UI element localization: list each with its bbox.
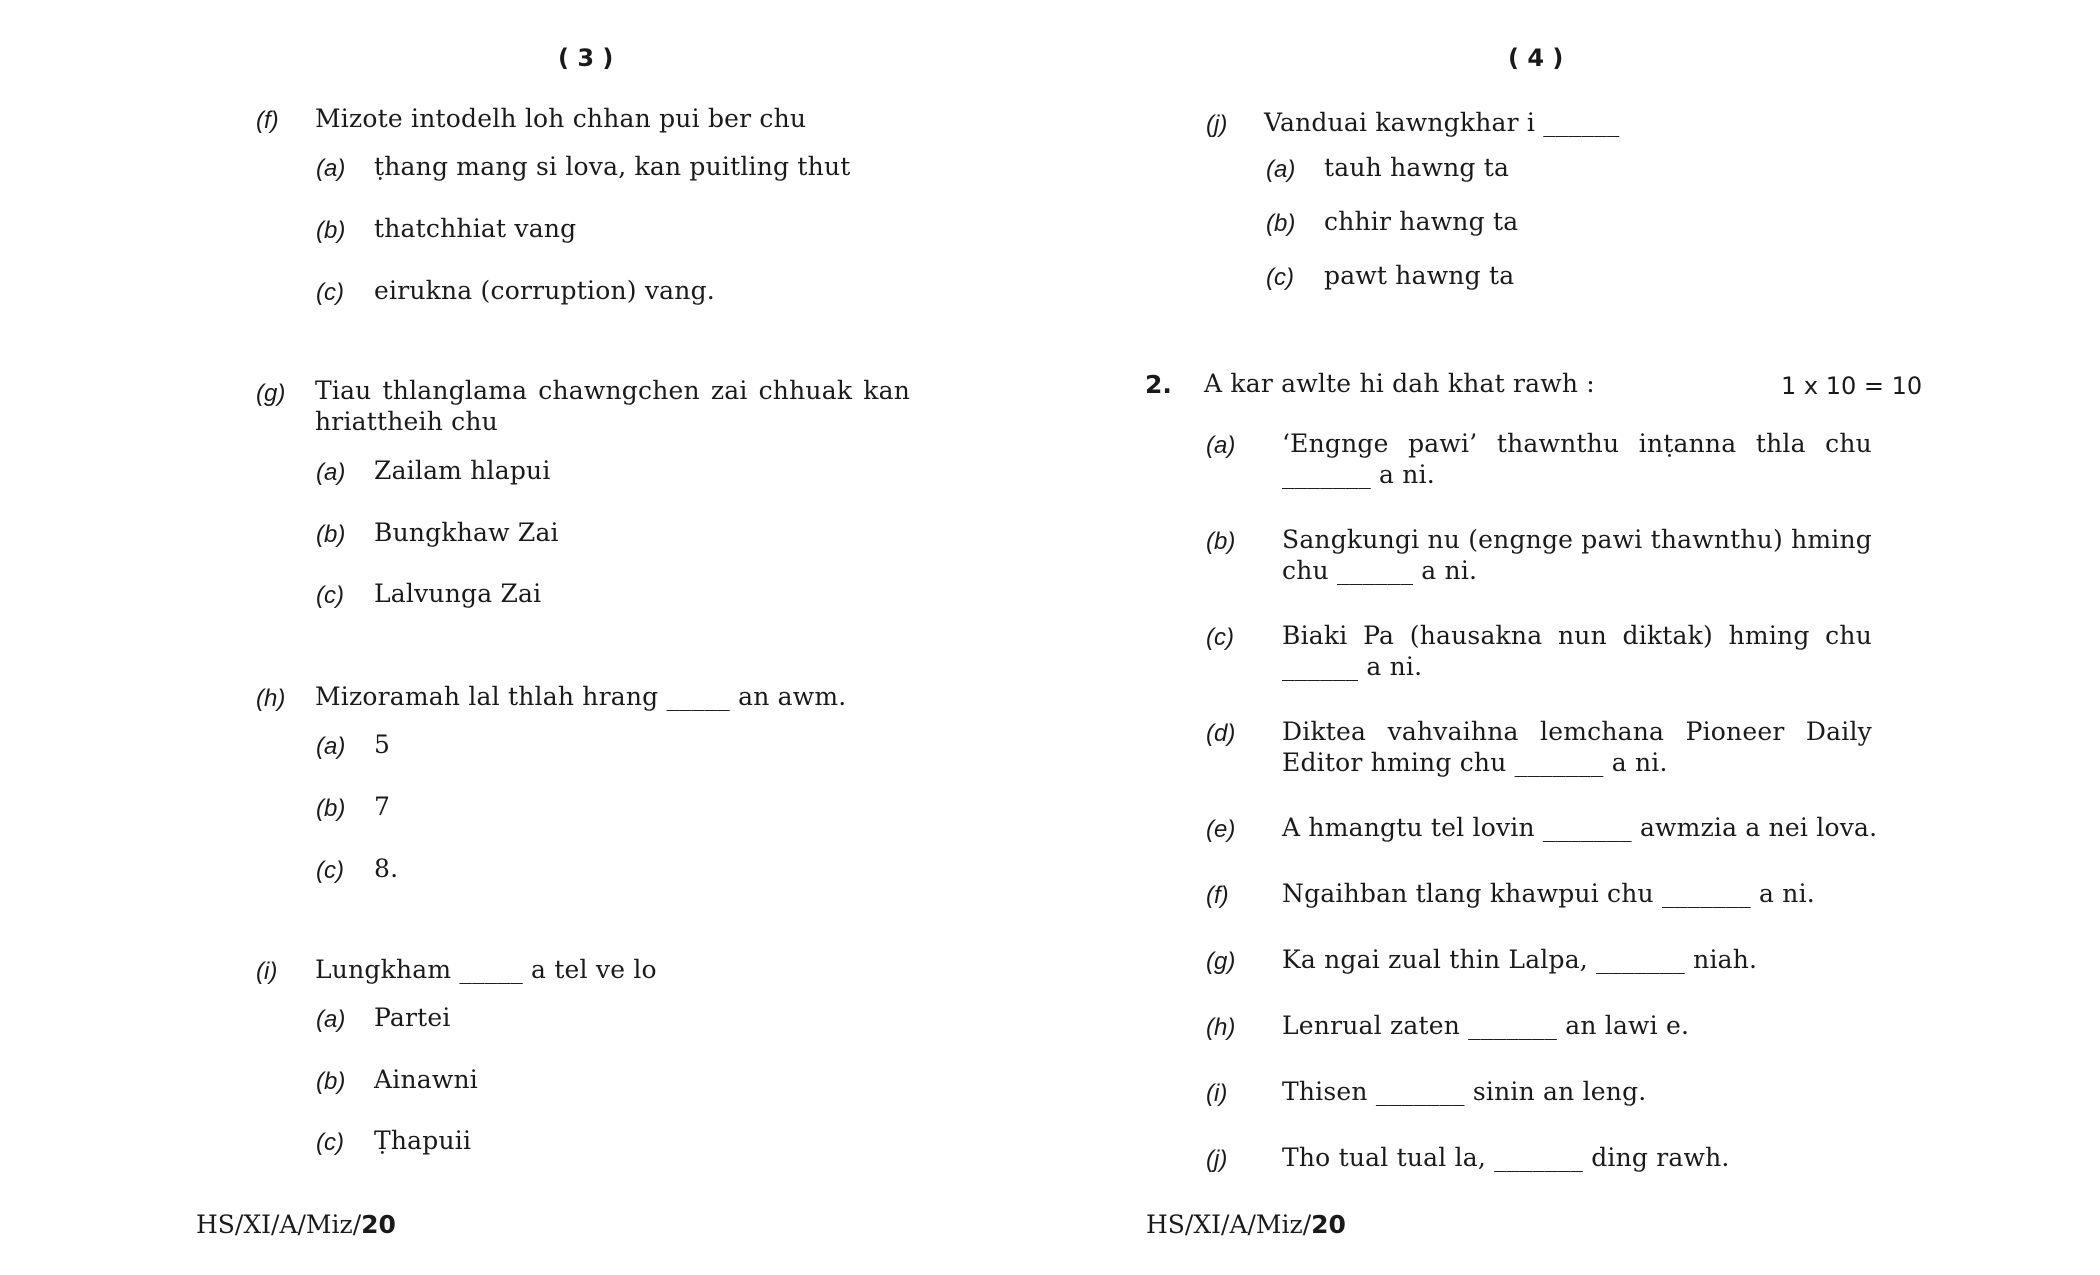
option-text: Zailam hlapui <box>374 456 551 485</box>
page-footer <box>1146 1210 1346 1239</box>
option-label: (c) <box>316 1129 344 1156</box>
question-label: (j) <box>1206 111 1228 138</box>
footer-year: 20 <box>1311 1210 1346 1239</box>
question-text: Mizoramah lal thlah hrang _____ an awm. <box>315 682 847 711</box>
item-label: (f) <box>1206 882 1229 909</box>
option-text: tauh hawng ta <box>1324 153 1510 182</box>
item-label: (a) <box>1206 432 1236 459</box>
item-text: A hmangtu tel lovin _______ awmzia a nei lova. <box>1282 813 1878 842</box>
item-label: (g) <box>1206 948 1236 975</box>
option-label: (c) <box>316 279 344 306</box>
item-label: (i) <box>1206 1080 1228 1107</box>
page-number: ( 4 ) <box>1508 44 1564 72</box>
item-text: Biaki Pa (hausakna nun diktak) hming chu ______ a ni. <box>1282 621 1872 681</box>
option-label: (c) <box>316 857 344 884</box>
page-footer <box>196 1210 396 1239</box>
option-text: eirukna (corruption) vang. <box>374 276 715 305</box>
option-label: (a) <box>316 155 346 182</box>
option-label: (c) <box>1266 264 1294 291</box>
question-text: Tiau thlanglama chawngchen zai chhuak kan hriattheih chu <box>315 376 910 436</box>
option-label: (b) <box>316 795 346 822</box>
option-label: (a) <box>316 1006 346 1033</box>
option-text: Lalvunga Zai <box>374 579 542 608</box>
option-text: thatchhiat vang <box>374 214 577 243</box>
item-text: Ka ngai zual thin Lalpa, _______ niah. <box>1282 945 1758 974</box>
item-text: Tho tual tual la, _______ ding rawh. <box>1282 1143 1730 1172</box>
option-text: 7 <box>374 792 391 821</box>
option-label: (a) <box>316 733 346 760</box>
footer-code: HS/XI/A/Miz/ <box>196 1210 362 1239</box>
item-text: Lenrual zaten _______ an lawi e. <box>1282 1011 1690 1040</box>
item-text: Thisen _______ sinin an leng. <box>1282 1077 1647 1106</box>
option-label: (c) <box>316 582 344 609</box>
question-number: 2. <box>1145 370 1172 399</box>
option-text: Ṭhapuii <box>374 1126 472 1155</box>
item-label: (d) <box>1206 720 1236 747</box>
item-text: Diktea vahvaihna lemchana Pioneer Daily Editor hming chu _______ a ni. <box>1282 717 1872 777</box>
option-label: (b) <box>1266 210 1296 237</box>
question-label: (i) <box>256 958 278 985</box>
footer-code: HS/XI/A/Miz/ <box>1146 1210 1312 1239</box>
question-text: Vanduai kawngkhar i ______ <box>1264 108 1620 137</box>
option-text: chhir hawng ta <box>1324 207 1519 236</box>
option-text: 5 <box>374 730 391 759</box>
question-text: Lungkham _____ a tel ve lo <box>315 955 657 984</box>
page-number: ( 3 ) <box>558 44 614 72</box>
question-label: (h) <box>256 685 286 712</box>
question-label: (g) <box>256 380 286 407</box>
option-text: Ainawni <box>374 1065 478 1094</box>
option-label: (b) <box>316 521 346 548</box>
footer-year: 20 <box>361 1210 396 1239</box>
option-text: Bungkhaw Zai <box>374 518 559 547</box>
item-label: (b) <box>1206 528 1236 555</box>
item-label: (h) <box>1206 1014 1236 1041</box>
option-text: 8. <box>374 854 399 883</box>
option-text: ṭhang mang si lova, kan puitling thut <box>374 152 851 181</box>
option-text: Partei <box>374 1003 451 1032</box>
option-label: (b) <box>316 217 346 244</box>
option-label: (a) <box>1266 156 1296 183</box>
item-label: (j) <box>1206 1146 1228 1173</box>
option-label: (a) <box>316 459 346 486</box>
item-label: (e) <box>1206 816 1236 843</box>
question-text: A kar awlte hi dah khat rawh : <box>1204 369 1595 398</box>
marks-allocation: 1 x 10 = 10 <box>1781 372 1923 400</box>
question-text: Mizote intodelh loh chhan pui ber chu <box>315 104 807 133</box>
question-label: (f) <box>256 107 279 134</box>
option-text: pawt hawng ta <box>1324 261 1515 290</box>
item-text: ‘Engnge pawi’ thawnthu inṭanna thla chu _______ a ni. <box>1282 429 1872 489</box>
item-text: Sangkungi nu (engnge pawi thawnthu) hming chu ______ a ni. <box>1282 525 1872 585</box>
option-label: (b) <box>316 1068 346 1095</box>
item-text: Ngaihban tlang khawpui chu _______ a ni. <box>1282 879 1815 908</box>
item-label: (c) <box>1206 624 1234 651</box>
